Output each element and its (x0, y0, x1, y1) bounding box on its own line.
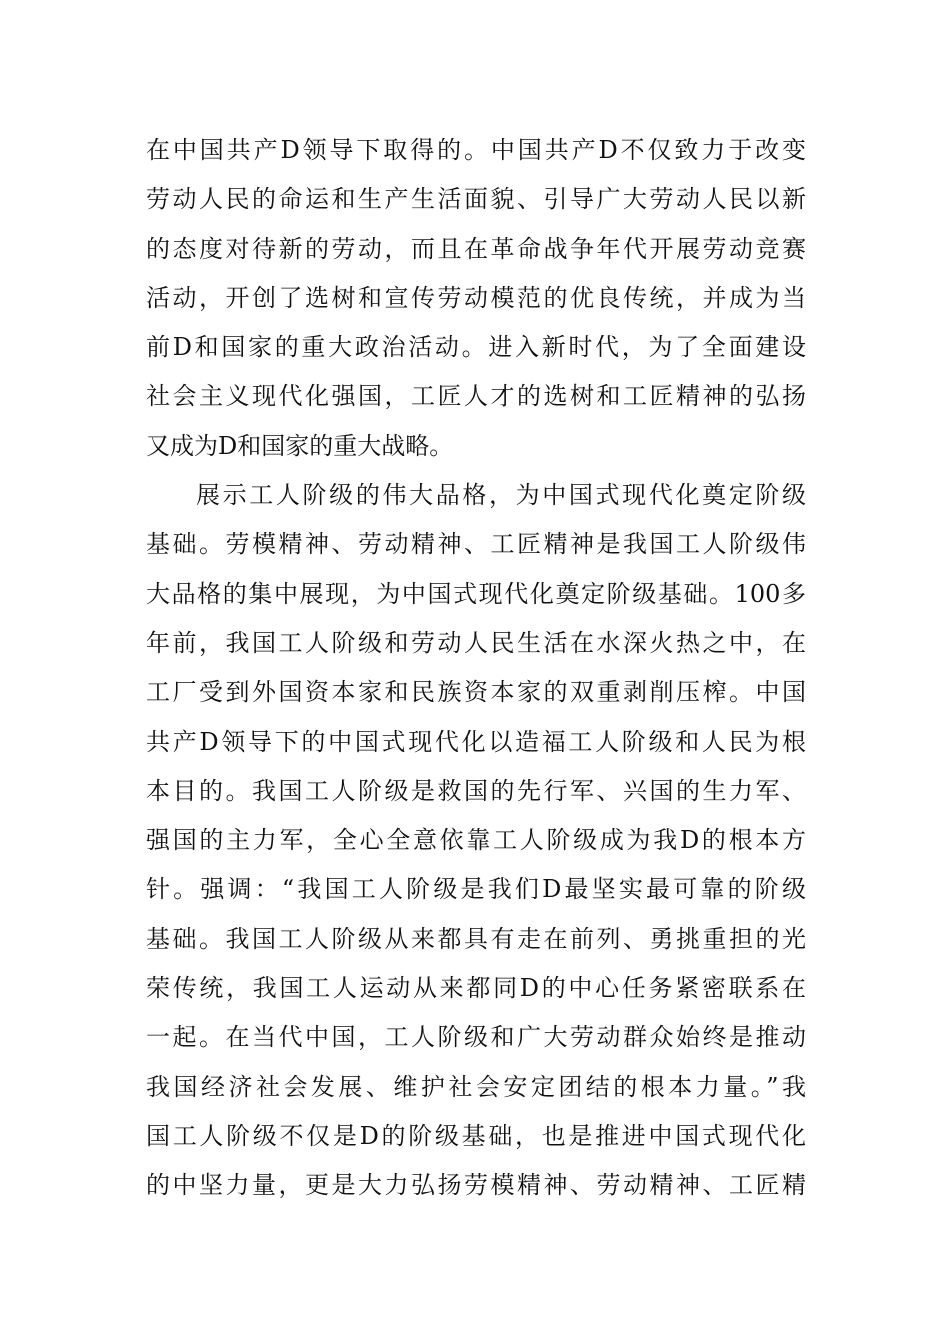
text-line: 强国的主力军，全心全意依靠工人阶级成为我D的根本方 (146, 826, 806, 855)
text-line: 在中国共产D领导下取得的。中国共产D不仅致力于改变 (146, 136, 806, 164)
text-line: 工厂受到外国资本家和民族资本家的双重剥削压榨。中国 (146, 678, 806, 707)
paragraph-2 (146, 471, 806, 1210)
text-line: 展示工人阶级的伟大品格，为中国式现代化奠定阶级 (196, 481, 806, 510)
text-line: 针。强调：“我国工人阶级是我们D最坚实最可靠的阶级 (146, 875, 806, 904)
text-line: 活动，开创了选树和宣传劳动模范的优良传统，并成为当 (146, 283, 806, 312)
text-line: 荣传统，我国工人运动从来都同D的中心任务紧密联系在 (146, 974, 806, 1003)
text-line: 社会主义现代化强国，工匠人才的选树和工匠精神的弘扬 (146, 382, 806, 411)
text-line: 一起。在当代中国，工人阶级和广大劳动群众始终是推动 (146, 1023, 806, 1052)
text-line: 国工人阶级不仅是D的阶级基础，也是推进中国式现代化 (146, 1121, 806, 1150)
text-line: 本目的。我国工人阶级是救国的先行军、兴国的生力军、 (146, 776, 806, 805)
text-line: 又成为D和国家的重大战略。 (146, 431, 454, 460)
text-line: 基础。劳模精神、劳动精神、工匠精神是我国工人阶级伟 (146, 530, 806, 559)
text-line: 年前，我国工人阶级和劳动人民生活在水深火热之中，在 (146, 628, 806, 657)
text-line: 共产D领导下的中国式现代化以造福工人阶级和人民为根 (146, 727, 806, 756)
paragraph-1 (146, 126, 806, 471)
text-line: 前D和国家的重大政治活动。进入新时代，为了全面建设 (146, 333, 806, 362)
text-line: 的态度对待新的劳动，而且在革命战争年代开展劳动竞赛 (146, 234, 806, 263)
text-line: 大品格的集中展现，为中国式现代化奠定阶级基础。100多 (146, 579, 806, 608)
text-line: 基础。我国工人阶级从来都具有走在前列、勇挑重担的光 (146, 924, 806, 953)
text-line: 的中坚力量，更是大力弘扬劳模精神、劳动精神、工匠精 (146, 1171, 806, 1200)
text-line: 劳动人民的命运和生产生活面貌、引导广大劳动人民以新 (146, 185, 806, 214)
text-line: 我国经济社会发展、维护社会安定团结的根本力量。”我 (146, 1072, 806, 1101)
body-text (146, 126, 806, 1211)
